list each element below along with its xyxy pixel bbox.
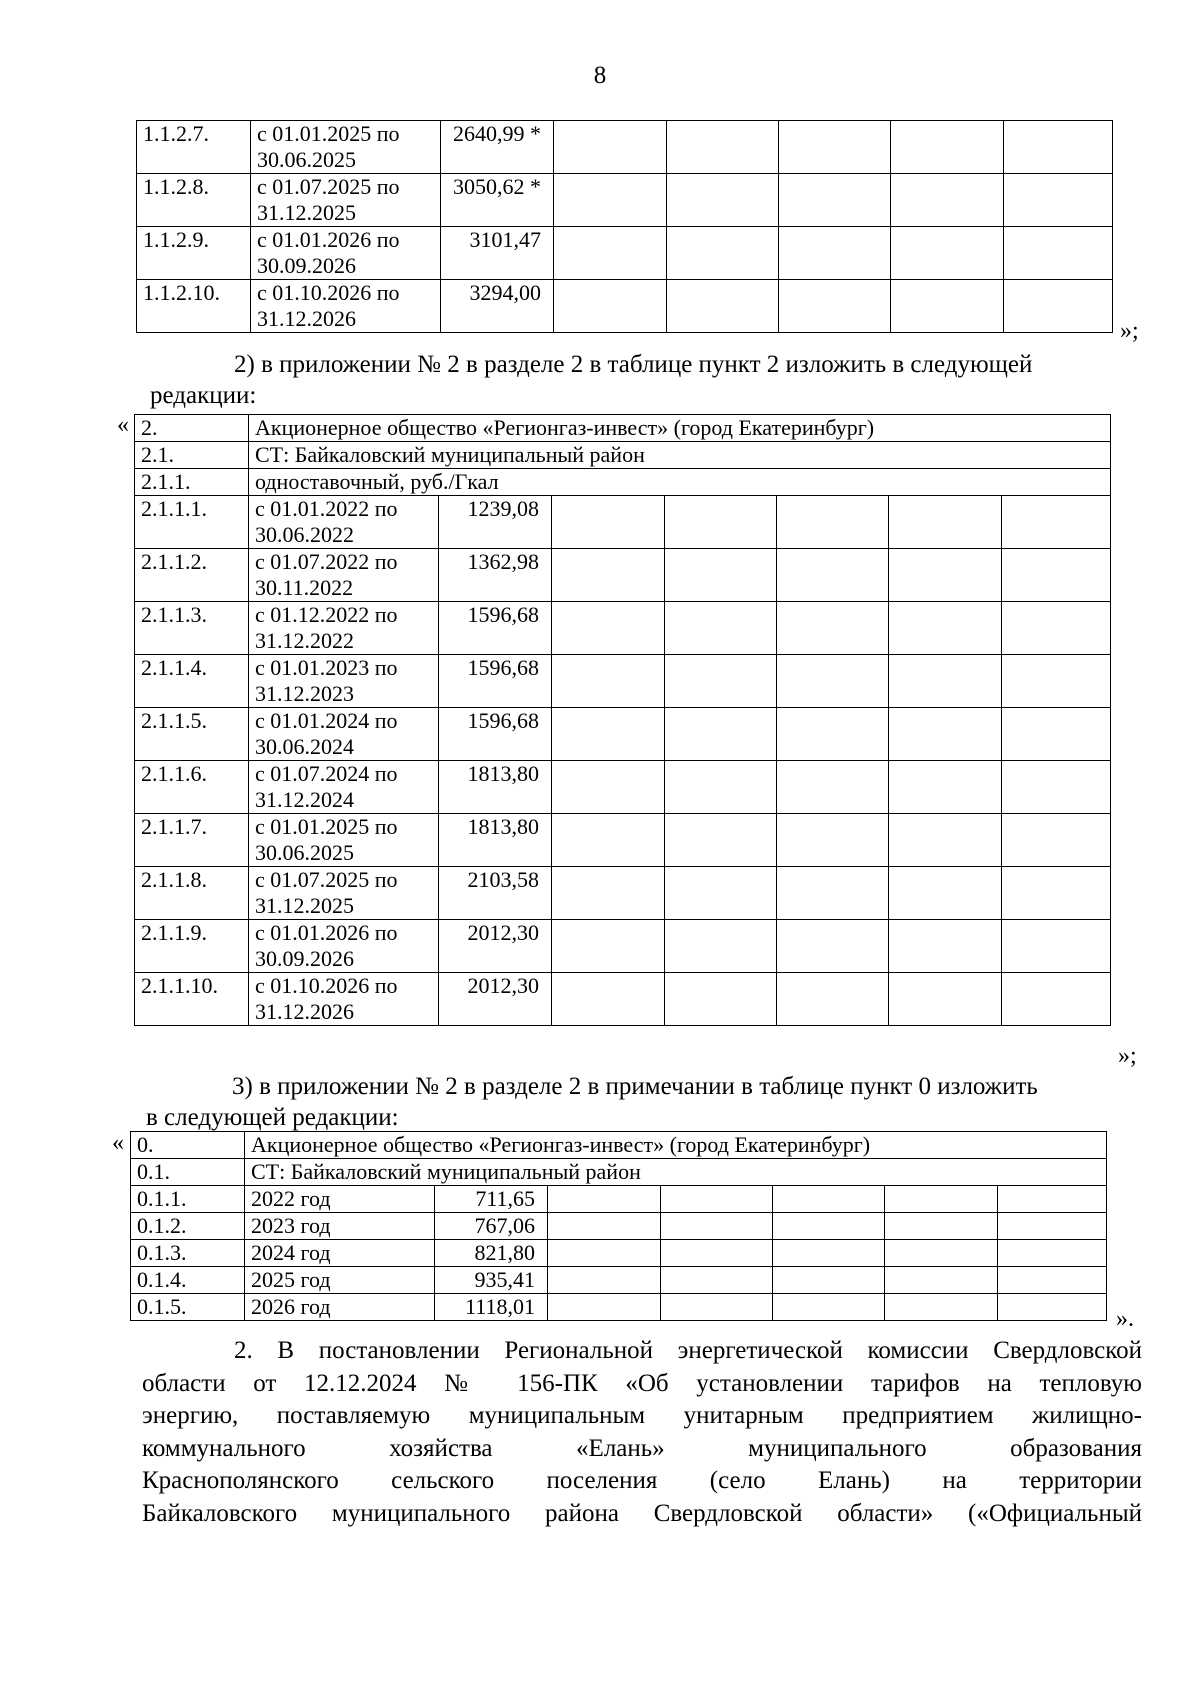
empty-cell — [665, 761, 777, 814]
table-header-row — [135, 469, 1111, 496]
table-row — [135, 602, 1111, 655]
empty-cell — [661, 1267, 773, 1294]
row-value: 1362,98 — [439, 549, 552, 602]
table3-close-quote: ». — [1116, 1306, 1134, 1332]
paragraph-2-line1: 2) в приложении № 2 в разделе 2 в таблице пункт 2 изложить в следующей — [234, 351, 1033, 378]
period-end: 31.12.2025 — [257, 200, 356, 225]
row-number: 2.1.1.10. — [135, 973, 249, 1026]
empty-cell — [891, 227, 1004, 280]
empty-cell — [773, 1267, 885, 1294]
row-value: 3050,62 * — [441, 174, 554, 227]
row-value: 2640,99 * — [441, 121, 554, 174]
row-value: 1239,08 — [439, 496, 552, 549]
row-number: 2. — [135, 415, 249, 442]
empty-cell — [885, 1213, 998, 1240]
period-end: 31.12.2024 — [255, 787, 354, 812]
tariff-table-3 — [130, 1131, 1107, 1321]
table-header-row — [135, 442, 1111, 469]
empty-cell — [554, 280, 667, 333]
empty-cell — [661, 1294, 773, 1321]
row-value: 1813,80 — [439, 761, 552, 814]
paragraph-3 — [140, 1070, 1152, 1103]
empty-cell — [885, 1267, 998, 1294]
table1-close-quote: »; — [1120, 318, 1139, 344]
table-row — [135, 761, 1111, 814]
empty-cell — [665, 867, 777, 920]
empty-cell — [548, 1186, 661, 1213]
empty-cell — [552, 496, 665, 549]
row-period — [249, 708, 439, 761]
row-value: 3101,47 — [441, 227, 554, 280]
empty-cell — [665, 602, 777, 655]
empty-cell — [1002, 867, 1111, 920]
table-row — [135, 549, 1111, 602]
period-end: 30.06.2022 — [255, 522, 354, 547]
period-start: с 01.12.2022 по — [255, 602, 398, 627]
empty-cell — [554, 174, 667, 227]
empty-cell — [998, 1294, 1107, 1321]
empty-cell — [773, 1294, 885, 1321]
row-period — [249, 549, 439, 602]
empty-cell — [665, 814, 777, 867]
row-period — [249, 973, 439, 1026]
table2-open-quote: « — [117, 412, 129, 438]
empty-cell — [779, 174, 891, 227]
empty-cell — [885, 1186, 998, 1213]
empty-cell — [552, 761, 665, 814]
period-start: с 01.07.2022 по — [255, 549, 398, 574]
row-number: 2.1.1.7. — [135, 814, 249, 867]
empty-cell — [998, 1240, 1107, 1267]
empty-cell — [548, 1294, 661, 1321]
empty-cell — [777, 549, 889, 602]
main-paragraph-line: Краснополянского сельского поселения (село Елань) на территории — [142, 1467, 1142, 1494]
table-row — [135, 867, 1111, 920]
period-start: с 01.01.2025 по — [255, 814, 398, 839]
row-heading: СТ: Байкаловский муниципальный район — [245, 1159, 1107, 1186]
row-value: 1596,68 — [439, 708, 552, 761]
row-heading: одноставочный, руб./Гкал — [249, 469, 1111, 496]
empty-cell — [665, 973, 777, 1026]
paragraph-2-line2: редакции: — [150, 382, 257, 409]
empty-cell — [548, 1267, 661, 1294]
row-year: 2025 год — [245, 1267, 435, 1294]
row-number: 2.1.1.5. — [135, 708, 249, 761]
empty-cell — [777, 814, 889, 867]
period-start: с 01.07.2025 по — [257, 174, 400, 199]
empty-cell — [1004, 280, 1113, 333]
table2-close-quote: »; — [1118, 1043, 1137, 1069]
empty-cell — [548, 1213, 661, 1240]
empty-cell — [552, 549, 665, 602]
empty-cell — [552, 708, 665, 761]
main-paragraph-line: коммунального хозяйства «Елань» муниципального образования — [142, 1434, 1142, 1462]
tariff-table-1 — [136, 120, 1113, 333]
table-row — [137, 280, 1113, 333]
row-number: 2.1.1.4. — [135, 655, 249, 708]
row-value: 935,41 — [435, 1267, 548, 1294]
row-heading: СТ: Байкаловский муниципальный район — [249, 442, 1111, 469]
row-number: 1.1.2.8. — [137, 174, 251, 227]
table-row — [135, 814, 1111, 867]
table3-open-quote: « — [112, 1130, 124, 1156]
empty-cell — [661, 1240, 773, 1267]
row-value: 1596,68 — [439, 655, 552, 708]
empty-cell — [1002, 602, 1111, 655]
empty-cell — [889, 549, 1002, 602]
period-start: с 01.07.2025 по — [255, 867, 398, 892]
empty-cell — [777, 973, 889, 1026]
period-end: 30.09.2026 — [255, 946, 354, 971]
empty-cell — [891, 121, 1004, 174]
empty-cell — [554, 227, 667, 280]
page-number: 8 — [593, 62, 607, 89]
row-number: 2.1.1. — [135, 469, 249, 496]
table-row — [131, 1186, 1107, 1213]
table-row — [135, 920, 1111, 973]
table-row — [135, 973, 1111, 1026]
empty-cell — [885, 1240, 998, 1267]
table-row — [131, 1267, 1107, 1294]
period-start: с 01.01.2026 по — [257, 227, 400, 252]
empty-cell — [548, 1240, 661, 1267]
empty-cell — [891, 280, 1004, 333]
empty-cell — [661, 1186, 773, 1213]
row-value: 767,06 — [435, 1213, 548, 1240]
row-number: 0.1.1. — [131, 1186, 245, 1213]
table-row — [135, 708, 1111, 761]
row-number: 0.1.5. — [131, 1294, 245, 1321]
empty-cell — [1002, 708, 1111, 761]
empty-cell — [1002, 920, 1111, 973]
main-paragraph-line: области от 12.12.2024 № 156-ПК «Об установлении тарифов на тепловую — [142, 1369, 1142, 1397]
row-number: 2.1.1.1. — [135, 496, 249, 549]
row-number: 2.1.1.3. — [135, 602, 249, 655]
tariff-table-2 — [134, 414, 1111, 1026]
table-header-row — [131, 1159, 1107, 1186]
row-value: 821,80 — [435, 1240, 548, 1267]
empty-cell — [773, 1240, 885, 1267]
paragraph-3-line1: 3) в приложении № 2 в разделе 2 в примечании в таблице пункт 0 изложить — [232, 1073, 1038, 1100]
empty-cell — [889, 867, 1002, 920]
row-period — [249, 761, 439, 814]
empty-cell — [998, 1267, 1107, 1294]
period-start: с 01.01.2024 по — [255, 708, 398, 733]
period-end: 30.06.2025 — [255, 840, 354, 865]
empty-cell — [552, 655, 665, 708]
empty-cell — [777, 867, 889, 920]
empty-cell — [885, 1294, 998, 1321]
row-period — [249, 920, 439, 973]
empty-cell — [779, 280, 891, 333]
empty-cell — [665, 920, 777, 973]
empty-cell — [1002, 761, 1111, 814]
period-end: 30.06.2024 — [255, 734, 354, 759]
row-period — [249, 867, 439, 920]
empty-cell — [1004, 227, 1113, 280]
empty-cell — [1002, 496, 1111, 549]
row-period — [251, 174, 441, 227]
row-period — [249, 602, 439, 655]
row-number: 0.1.4. — [131, 1267, 245, 1294]
row-number: 0.1. — [131, 1159, 245, 1186]
row-number: 0. — [131, 1132, 245, 1159]
row-number: 1.1.2.7. — [137, 121, 251, 174]
period-start: с 01.01.2022 по — [255, 496, 398, 521]
empty-cell — [889, 973, 1002, 1026]
empty-cell — [889, 920, 1002, 973]
empty-cell — [552, 814, 665, 867]
empty-cell — [554, 121, 667, 174]
period-end: 31.12.2022 — [255, 628, 354, 653]
empty-cell — [773, 1186, 885, 1213]
empty-cell — [661, 1213, 773, 1240]
row-year: 2026 год — [245, 1294, 435, 1321]
row-year: 2024 год — [245, 1240, 435, 1267]
empty-cell — [665, 655, 777, 708]
main-paragraph — [142, 1335, 1142, 1530]
empty-cell — [889, 814, 1002, 867]
empty-cell — [998, 1186, 1107, 1213]
row-value: 1596,68 — [439, 602, 552, 655]
empty-cell — [889, 655, 1002, 708]
period-end: 31.12.2025 — [255, 893, 354, 918]
empty-cell — [667, 280, 779, 333]
period-start: с 01.10.2026 по — [257, 280, 400, 305]
empty-cell — [552, 920, 665, 973]
period-start: с 01.07.2024 по — [255, 761, 398, 786]
empty-cell — [1002, 655, 1111, 708]
row-value: 1813,80 — [439, 814, 552, 867]
empty-cell — [1002, 549, 1111, 602]
empty-cell — [773, 1213, 885, 1240]
table-header-row — [135, 415, 1111, 442]
row-number: 2.1.1.8. — [135, 867, 249, 920]
empty-cell — [777, 655, 889, 708]
row-number: 0.1.3. — [131, 1240, 245, 1267]
empty-cell — [777, 496, 889, 549]
empty-cell — [889, 496, 1002, 549]
period-end: 31.12.2026 — [257, 306, 356, 331]
empty-cell — [1002, 814, 1111, 867]
table-row — [131, 1213, 1107, 1240]
table-row — [131, 1294, 1107, 1321]
row-heading: Акционерное общество «Регионгаз-инвест» (город Екатеринбург) — [249, 415, 1111, 442]
row-value: 2012,30 — [439, 973, 552, 1026]
main-paragraph-line: энергию, поставляемую муниципальным унитарным предприятием жилищно- — [142, 1402, 1142, 1429]
paragraph-3-line2: в следующей редакции: — [146, 1104, 399, 1131]
table-row — [135, 496, 1111, 549]
empty-cell — [1004, 121, 1113, 174]
empty-cell — [777, 920, 889, 973]
row-period — [251, 280, 441, 333]
empty-cell — [889, 708, 1002, 761]
row-year: 2022 год — [245, 1186, 435, 1213]
empty-cell — [777, 708, 889, 761]
row-period — [251, 227, 441, 280]
empty-cell — [552, 867, 665, 920]
empty-cell — [665, 496, 777, 549]
period-start: с 01.01.2023 по — [255, 655, 398, 680]
period-end: 30.11.2022 — [255, 575, 354, 600]
period-end: 31.12.2026 — [255, 999, 354, 1024]
empty-cell — [667, 227, 779, 280]
period-end: 30.09.2026 — [257, 253, 356, 278]
row-number: 1.1.2.10. — [137, 280, 251, 333]
empty-cell — [667, 121, 779, 174]
table-header-row — [131, 1132, 1107, 1159]
row-value: 1118,01 — [435, 1294, 548, 1321]
row-period — [249, 496, 439, 549]
period-start: с 01.01.2026 по — [255, 920, 398, 945]
empty-cell — [552, 973, 665, 1026]
table-row — [137, 121, 1113, 174]
row-number: 0.1.2. — [131, 1213, 245, 1240]
row-period — [251, 121, 441, 174]
row-value: 2103,58 — [439, 867, 552, 920]
period-start: с 01.10.2026 по — [255, 973, 398, 998]
empty-cell — [777, 602, 889, 655]
row-number: 2.1.1.6. — [135, 761, 249, 814]
empty-cell — [667, 174, 779, 227]
table-row — [131, 1240, 1107, 1267]
row-period — [249, 655, 439, 708]
table-row — [137, 174, 1113, 227]
main-paragraph-line: Байкаловского муниципального района Свердловской области» («Официальный — [142, 1499, 1142, 1527]
row-number: 2.1. — [135, 442, 249, 469]
table-row — [135, 655, 1111, 708]
row-year: 2023 год — [245, 1213, 435, 1240]
row-number: 1.1.2.9. — [137, 227, 251, 280]
row-value: 2012,30 — [439, 920, 552, 973]
row-period — [249, 814, 439, 867]
table-row — [137, 227, 1113, 280]
empty-cell — [891, 174, 1004, 227]
row-value: 711,65 — [435, 1186, 548, 1213]
empty-cell — [1002, 973, 1111, 1026]
row-value: 3294,00 — [441, 280, 554, 333]
row-heading: Акционерное общество «Регионгаз-инвест» (город Екатеринбург) — [245, 1132, 1107, 1159]
empty-cell — [998, 1213, 1107, 1240]
row-number: 2.1.1.2. — [135, 549, 249, 602]
period-end: 31.12.2023 — [255, 681, 354, 706]
empty-cell — [779, 121, 891, 174]
empty-cell — [665, 708, 777, 761]
empty-cell — [665, 549, 777, 602]
row-number: 2.1.1.9. — [135, 920, 249, 973]
period-end: 30.06.2025 — [257, 147, 356, 172]
empty-cell — [777, 761, 889, 814]
main-paragraph-line: 2. В постановлении Региональной энергетической комиссии Свердловской — [234, 1337, 1142, 1364]
period-start: с 01.01.2025 по — [257, 121, 400, 146]
empty-cell — [552, 602, 665, 655]
empty-cell — [889, 602, 1002, 655]
empty-cell — [1004, 174, 1113, 227]
paragraph-2 — [142, 348, 1154, 381]
empty-cell — [889, 761, 1002, 814]
empty-cell — [779, 227, 891, 280]
